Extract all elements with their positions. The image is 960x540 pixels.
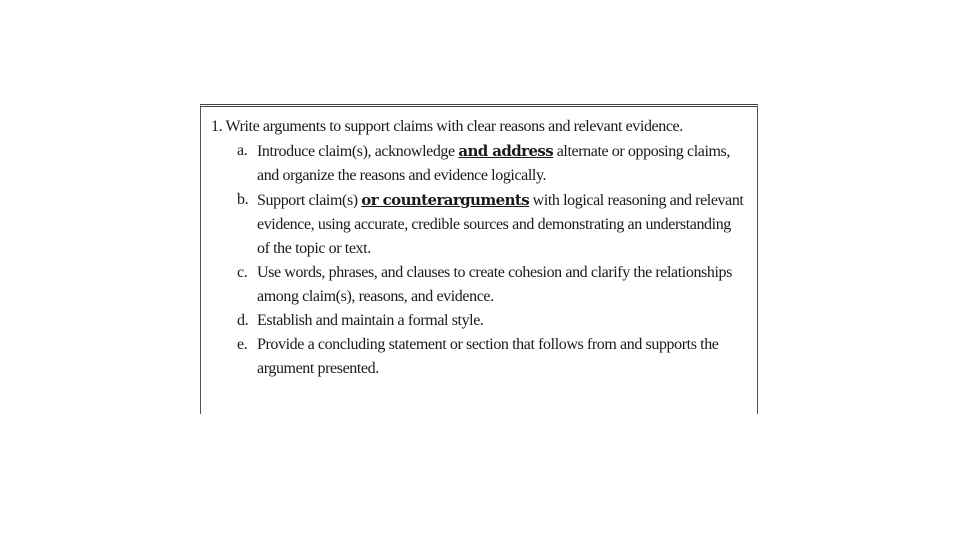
sub-item-text: with logical reasoning and relevant evidence, using accurate, credible sources and demonstrating an understanding of the topic or text. (257, 192, 744, 257)
sub-item-marker: c. (237, 264, 248, 281)
standard-main-item: 1. Write arguments to support claims with clear reasons and relevant evidence. (211, 118, 683, 135)
sub-item-marker: e. (237, 336, 248, 353)
sub-item-marker: b. (237, 191, 249, 208)
sub-item-text: Establish and maintain a formal style. (257, 312, 484, 329)
standard-content (211, 115, 747, 381)
sub-item-text: Use words, phrases, and clauses to create cohesion and clarify the relationships among claim(s), reasons, and evidence. (257, 264, 732, 305)
sub-item-list (211, 139, 747, 381)
sub-item-a (211, 139, 747, 188)
sub-item-d (211, 309, 747, 333)
sub-item-c (211, 261, 747, 309)
sub-item-text: Introduce claim(s), acknowledge (257, 143, 459, 160)
sub-item-marker: a. (237, 142, 248, 159)
sub-item-e (211, 333, 747, 381)
emphasized-phrase: and address (458, 142, 554, 160)
sub-item-b (211, 188, 747, 261)
sub-item-text: Provide a concluding statement or section that follows from and supports the argument presented. (257, 336, 719, 377)
sub-item-marker: d. (237, 312, 249, 329)
standard-table-cell (200, 104, 758, 414)
sub-item-text: alternate or opposing claims, and organize the reasons and evidence logically. (257, 143, 730, 184)
emphasized-phrase: or counterarguments (361, 191, 530, 209)
sub-item-text: Support claim(s) (257, 192, 362, 209)
